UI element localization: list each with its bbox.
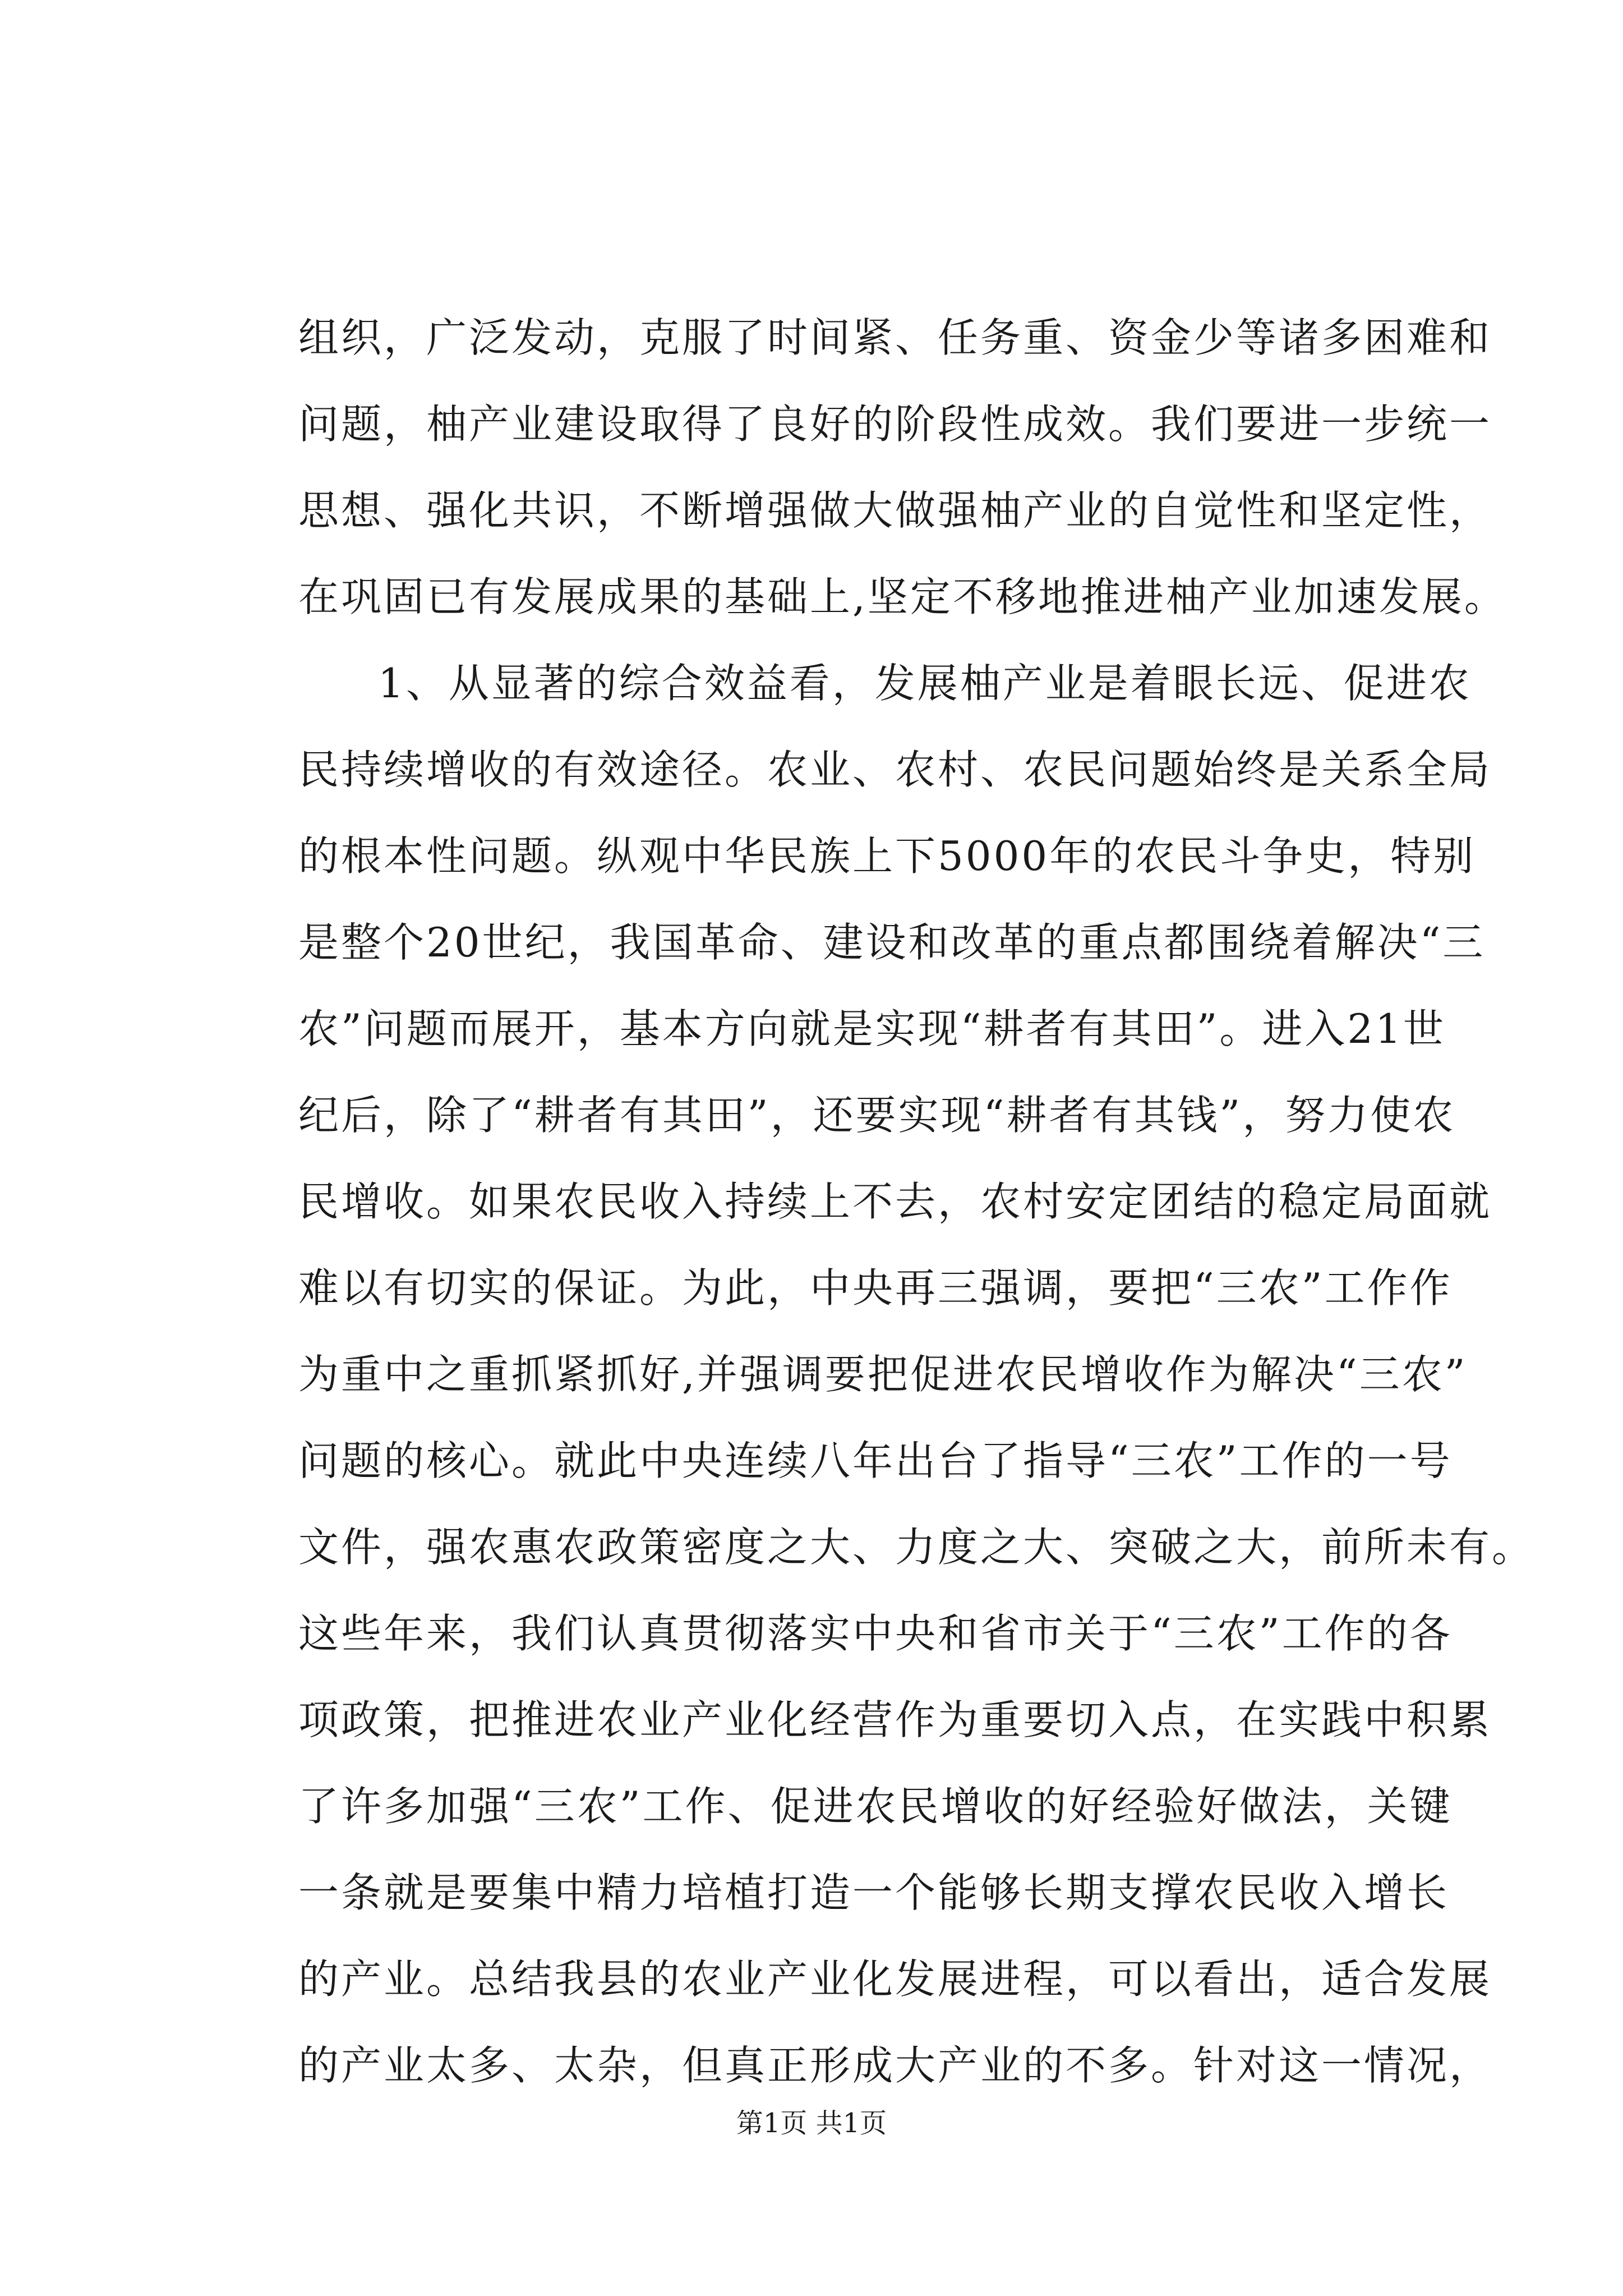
text-line: 一条就是要集中精力培植打造一个能够长期支撑农民收入增长 — [298, 1869, 1450, 1916]
text-line: 民增收。如果农民收入持续上不去，农村安定团结的稳定局面就 — [298, 1178, 1492, 1225]
text-line: 文件，强农惠农政策密度之大、力度之大、突破之大，前所未有。 — [298, 1524, 1535, 1571]
paragraph-first-line: 1、从显著的综合效益看，发展柚产业是着眼长远、促进农 — [378, 660, 1472, 707]
text-line: 的根本性问题。纵观中华民族上下5000年的农民斗争史，特别 — [298, 832, 1476, 880]
text-line: 思想、强化共识，不断增强做大做强柚产业的自觉性和坚定性， — [298, 487, 1492, 534]
document-body — [298, 295, 1535, 2109]
text-line: 民持续增收的有效途径。农业、农村、农民问题始终是关系全局 — [298, 746, 1492, 793]
text-line: 的产业。总结我县的农业产业化发展进程，可以看出，适合发展 — [298, 1955, 1492, 2003]
text-line: 纪后，除了“耕者有其田”，还要实现“耕者有其钱”，努力使农 — [298, 1092, 1456, 1139]
text-line: 为重中之重抓紧抓好,并强调要把促进农民增收作为解决“三农” — [298, 1351, 1468, 1398]
text-line: 了许多加强“三农”工作、促进农民增收的好经验好做法，关键 — [298, 1783, 1453, 1830]
text-line: 这些年来，我们认真贯彻落实中央和省市关于“三农”工作的各 — [298, 1610, 1453, 1657]
text-line: 问题的核心。就此中央连续八年出台了指导“三农”工作的一号 — [298, 1437, 1453, 1484]
text-line: 农”问题而展开，基本方向就是实现“耕者有其田”。进入21世 — [298, 1005, 1446, 1052]
text-line: 组织，广泛发动，克服了时间紧、任务重、资金少等诸多困难和 — [298, 314, 1492, 361]
text-line: 问题，柚产业建设取得了良好的阶段性成效。我们要进一步统一 — [298, 401, 1492, 448]
text-line: 难以有切实的保证。为此，中央再三强调，要把“三农”工作作 — [298, 1264, 1453, 1312]
page-number-footer: 第1页 共1页 — [736, 2108, 887, 2139]
text-line: 的产业太多、太杂，但真正形成大产业的不多。针对这一情况， — [298, 2042, 1492, 2089]
text-line: 是整个20世纪，我国革命、建设和改革的重点都围绕着解决“三 — [298, 919, 1486, 966]
text-line: 项政策，把推进农业产业化经营作为重要切入点，在实践中积累 — [298, 1696, 1492, 1743]
text-line: 在巩固已有发展成果的基础上,坚定不移地推进柚产业加速发展。 — [298, 573, 1507, 620]
